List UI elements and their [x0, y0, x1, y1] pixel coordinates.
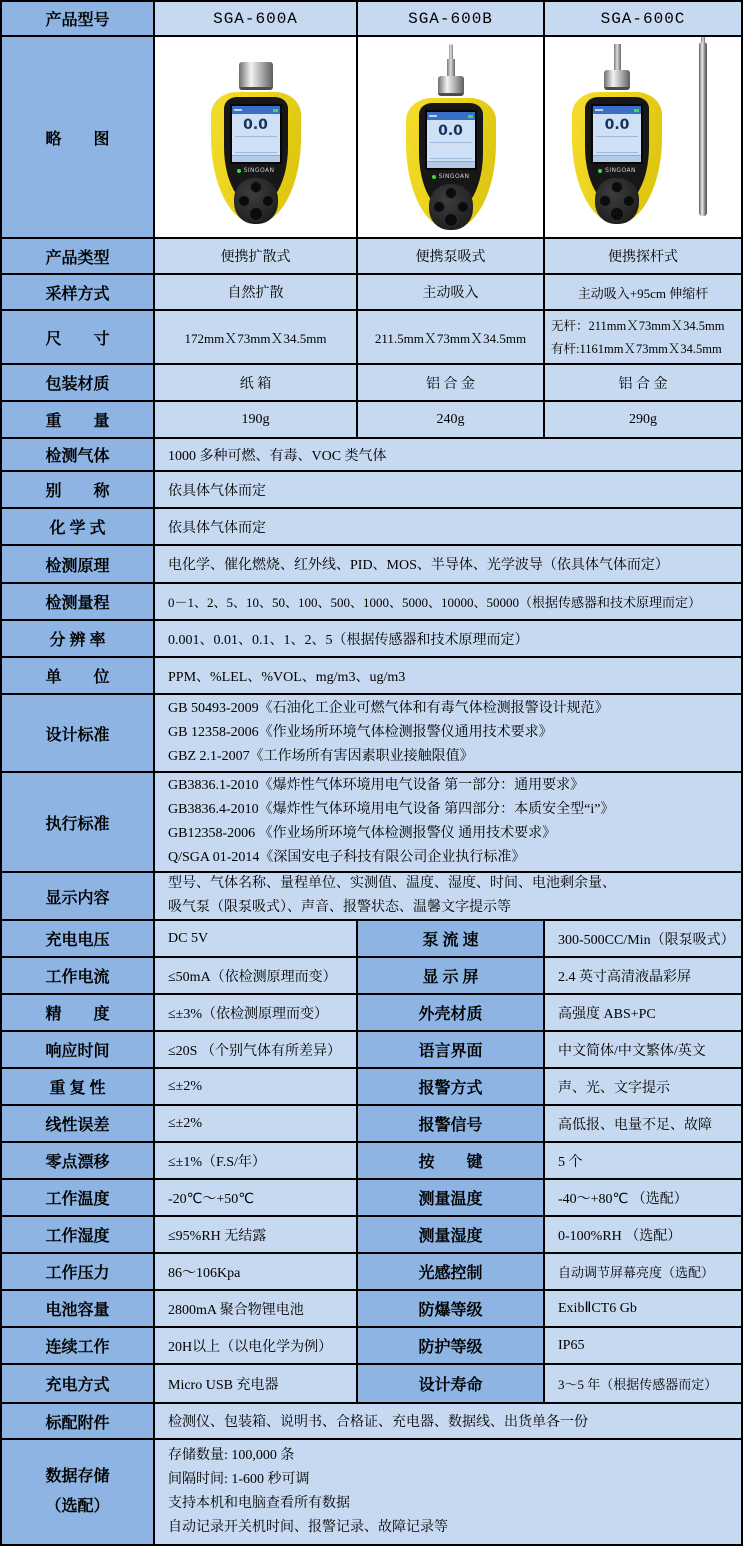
- device-body: [406, 98, 496, 230]
- row-label-2: 测量温度: [358, 1180, 545, 1215]
- storage-line: 自动记录开关机时间、报警记录、故障记录等: [168, 1520, 448, 1535]
- row-label: 检测原理: [2, 546, 155, 582]
- spec-row-design-standard: [2, 695, 741, 773]
- dual-row-7: [2, 1180, 741, 1217]
- row-label: 包装材质: [2, 365, 155, 400]
- row-value-2: -40～+80℃ （选配）: [545, 1180, 741, 1215]
- standard-line: Q/SGA 01-2014《深国安电子科技有限公司企业执行标准》: [168, 850, 526, 865]
- spec-row-chemical-formula: [2, 509, 741, 546]
- spec-row-sampling: [2, 275, 741, 311]
- row-label: 重 复 性: [2, 1069, 155, 1104]
- row-label-2: 语言界面: [358, 1032, 545, 1067]
- row-label: 检测量程: [2, 584, 155, 619]
- row-value: ≤50mA（依检测原理而变）: [155, 958, 358, 993]
- dims-line-with-rod: 有杆:1161mmＸ73mmＸ34.5mm: [551, 342, 722, 356]
- row-label: 采样方式: [2, 275, 155, 309]
- value-a: 纸 箱: [155, 365, 358, 400]
- value-a: 172mmＸ73mmＸ34.5mm: [155, 311, 358, 363]
- content-line: 吸气泵（限泵吸式）、声音、报警状态、温馨文字提示等: [168, 900, 511, 915]
- standard-line: GB 12358-2006《作业场所环境气体检测报警仪通用技术要求》: [168, 725, 553, 740]
- row-label: 检测气体: [2, 439, 155, 470]
- storage-line: 存储数量: 100,000 条: [168, 1448, 295, 1463]
- spec-row-dimensions: [2, 311, 741, 365]
- row-label: 重 量: [2, 402, 155, 437]
- probe-rod: [614, 44, 621, 70]
- row-label-2: 报警信号: [358, 1106, 545, 1141]
- row-label: 零点漂移: [2, 1143, 155, 1178]
- storage-line: 间隔时间: 1-600 秒可调: [168, 1472, 310, 1487]
- keypad: [429, 184, 473, 230]
- row-value: ≤±3%（依检测原理而变）: [155, 995, 358, 1030]
- row-label: 设计标准: [2, 695, 155, 771]
- value-b: 240g: [358, 402, 545, 437]
- device-illustration-b: [376, 38, 526, 236]
- row-value: 2800mA 聚合物锂电池: [155, 1291, 358, 1326]
- row-label-2: 显 示 屏: [358, 958, 545, 993]
- header-row: [2, 2, 741, 37]
- device-screen: [591, 104, 643, 164]
- spec-row-unit: [2, 658, 741, 695]
- standard-line: GB3836.1-2010《爆炸性气体环境用电气设备 第一部分：通用要求》: [168, 778, 585, 793]
- telescopic-rod: [699, 42, 707, 216]
- value-c: 铝 合 金: [545, 365, 741, 400]
- device-panel: [224, 97, 288, 207]
- spec-row-detect-gas: [2, 439, 741, 472]
- standard-line: GB12358-2006 《作业场所环境气体检测报警仪 通用技术要求》: [168, 826, 557, 841]
- row-label: 充电方式: [2, 1365, 155, 1402]
- storage-label-line1: 数据存储: [45, 1467, 110, 1485]
- row-label-2: 按 键: [358, 1143, 545, 1178]
- device-body: [572, 92, 662, 224]
- row-label-2: 报警方式: [358, 1069, 545, 1104]
- sensor-cap: [438, 76, 464, 96]
- spec-row-range: [2, 584, 741, 621]
- row-label-product-model: 产品型号: [2, 2, 155, 35]
- keypad: [595, 178, 639, 224]
- row-value-2: 中文简体/中文繁体/英文: [545, 1032, 741, 1067]
- row-value: 1000 多种可燃、有毒、VOC 类气体: [155, 439, 741, 470]
- led-indicator: [432, 175, 436, 179]
- row-value: PPM、%LEL、%VOL、mg/m3、ug/m3: [155, 658, 741, 693]
- value-a: 190g: [155, 402, 358, 437]
- dual-row-5: [2, 1106, 741, 1143]
- led-indicator: [237, 169, 241, 173]
- brand-label: SINGOAN: [438, 173, 470, 180]
- row-value: [155, 873, 741, 919]
- row-value: 0.001、0.01、0.1、1、2、5（根据传感器和技术原理而定）: [155, 621, 741, 656]
- row-value-2: 高强度 ABS+PC: [545, 995, 741, 1030]
- model-name-sga600c: SGA-600C: [545, 2, 741, 35]
- value-c: [545, 311, 741, 363]
- dual-row-2: [2, 995, 741, 1032]
- row-value-2: 2.4 英寸高清液晶彩屏: [545, 958, 741, 993]
- row-value: 电化学、催化燃烧、红外线、PID、MOS、半导体、光学波导（依具体气体而定）: [155, 546, 741, 582]
- row-label-2: 防护等级: [358, 1328, 545, 1363]
- spec-row-exec-standard: [2, 773, 741, 873]
- row-value-2: 5 个: [545, 1143, 741, 1178]
- spec-row-alias: [2, 472, 741, 509]
- device-screen: [425, 110, 477, 170]
- row-label: 连续工作: [2, 1328, 155, 1363]
- value-b: 主动吸入: [358, 275, 545, 309]
- spec-row-resolution: [2, 621, 741, 658]
- row-label: 别 称: [2, 472, 155, 507]
- row-label: 单 位: [2, 658, 155, 693]
- row-value-2: ExibⅡCT6 Gb: [545, 1291, 741, 1326]
- device-illustration-a: [181, 38, 331, 236]
- spec-row-display-content: [2, 873, 741, 921]
- row-label-sketch: 略 图: [2, 37, 155, 237]
- row-label: 充电电压: [2, 921, 155, 956]
- dual-row-1: [2, 958, 741, 995]
- sensor-cap: [239, 62, 273, 90]
- screen-reading: 0.0: [438, 123, 463, 139]
- row-value: ≤20S （个别气体有所差异）: [155, 1032, 358, 1067]
- product-photo-sga600b: [358, 37, 545, 237]
- row-value: 检测仪、包装箱、说明书、合格证、充电器、数据线、出货单各一份: [155, 1404, 741, 1438]
- product-photo-sga600c: [545, 37, 741, 237]
- value-c: 主动吸入+95cm 伸缩杆: [545, 275, 741, 309]
- row-value: -20℃～+50℃: [155, 1180, 358, 1215]
- spec-row-product-type: [2, 239, 741, 275]
- dual-row-6: [2, 1143, 741, 1180]
- row-label: 精 度: [2, 995, 155, 1030]
- row-value-2: 300-500CC/Min（限泵吸式）: [545, 921, 741, 956]
- row-value: [155, 695, 741, 771]
- sketch-row: [2, 37, 741, 239]
- row-label: 工作电流: [2, 958, 155, 993]
- dual-row-9: [2, 1254, 741, 1291]
- row-label-2: 设计寿命: [358, 1365, 545, 1402]
- row-label: 显示内容: [2, 873, 155, 919]
- row-value: 依具体气体而定: [155, 472, 741, 507]
- row-label: 电池容量: [2, 1291, 155, 1326]
- content-line: 型号、气体名称、量程单位、实测值、温度、湿度、时间、电池剩余量、: [168, 876, 616, 891]
- led-indicator: [598, 169, 602, 173]
- spec-row-data-storage: [2, 1440, 741, 1544]
- screen-reading: 0.0: [243, 117, 268, 133]
- sensor-cap: [604, 70, 630, 90]
- row-label: 执行标准: [2, 773, 155, 871]
- standard-line: GB 50493-2009《石油化工企业可燃气体和有毒气体检测报警设计规范》: [168, 701, 609, 716]
- row-label-2: 外壳材质: [358, 995, 545, 1030]
- row-value: [155, 773, 741, 871]
- row-value: DC 5V: [155, 921, 358, 956]
- row-value-2: IP65: [545, 1328, 741, 1363]
- standard-line: GB3836.4-2010《爆炸性气体环境用电气设备 第四部分：本质安全型“i”》: [168, 802, 615, 817]
- device-body: [211, 92, 301, 224]
- dual-row-8: [2, 1217, 741, 1254]
- row-label: 标配附件: [2, 1404, 155, 1438]
- row-label: 工作湿度: [2, 1217, 155, 1252]
- brand-label: SINGOAN: [605, 167, 636, 174]
- row-value-2: 3～5 年（根据传感器而定）: [545, 1365, 741, 1402]
- dual-row-11: [2, 1328, 741, 1365]
- row-value-2: 0-100%RH （选配）: [545, 1217, 741, 1252]
- row-label-2: 泵 流 速: [358, 921, 545, 956]
- battery-icon: [634, 109, 639, 112]
- row-value-2: 自动调节屏幕亮度（选配）: [545, 1254, 741, 1289]
- storage-label-line2: （选配）: [45, 1498, 110, 1515]
- row-label-2: 光感控制: [358, 1254, 545, 1289]
- spec-row-weight: [2, 402, 741, 439]
- row-label: 线性误差: [2, 1106, 155, 1141]
- probe-tip: [449, 44, 453, 59]
- model-name-sga600b: SGA-600B: [358, 2, 545, 35]
- row-label: 分 辨 率: [2, 621, 155, 656]
- row-value: 86～106Kpa: [155, 1254, 358, 1289]
- row-value: 20H以上（以电化学为例）: [155, 1328, 358, 1363]
- row-label: 尺 寸: [2, 311, 155, 363]
- dims-line-no-rod: 无杆：211mmＸ73mmＸ34.5mm: [551, 319, 725, 333]
- spec-row-packaging: [2, 365, 741, 402]
- spec-row-principle: [2, 546, 741, 584]
- value-b: 211.5mmＸ73mmＸ34.5mm: [358, 311, 545, 363]
- dual-row-3: [2, 1032, 741, 1069]
- row-label-2: 测量湿度: [358, 1217, 545, 1252]
- row-label: 响应时间: [2, 1032, 155, 1067]
- row-value: ≤±1%（F.S/年）: [155, 1143, 358, 1178]
- storage-line: 支持本机和电脑查看所有数据: [168, 1496, 350, 1511]
- row-value: ≤±2%: [155, 1069, 358, 1104]
- device-screen: [230, 104, 282, 164]
- value-a: 自然扩散: [155, 275, 358, 309]
- row-value-2: 高低报、电量不足、故障: [545, 1106, 741, 1141]
- row-label-2: 防爆等级: [358, 1291, 545, 1326]
- row-value-2: 声、光、文字提示: [545, 1069, 741, 1104]
- value-c: 便携探杆式: [545, 239, 741, 273]
- row-label: 化 学 式: [2, 509, 155, 544]
- row-value: 依具体气体而定: [155, 509, 741, 544]
- model-name-sga600a: SGA-600A: [155, 2, 358, 35]
- row-value: Micro USB 充电器: [155, 1365, 358, 1402]
- dual-row-12: [2, 1365, 741, 1404]
- dual-row-0: [2, 921, 741, 958]
- value-c: 290g: [545, 402, 741, 437]
- screen-statusbar: [232, 106, 280, 114]
- row-value: ≤±2%: [155, 1106, 358, 1141]
- spec-row-accessories: [2, 1404, 741, 1440]
- row-label: 工作温度: [2, 1180, 155, 1215]
- brand-label: SINGOAN: [243, 167, 275, 174]
- row-value: ≤95%RH 无结露: [155, 1217, 358, 1252]
- dual-row-10: [2, 1291, 741, 1328]
- screen-reading: 0.0: [604, 117, 630, 133]
- battery-icon: [468, 115, 473, 118]
- row-label: 产品类型: [2, 239, 155, 273]
- row-value: [155, 1440, 741, 1544]
- row-value: 0－1、2、5、10、50、100、500、1000、5000、10000、50000（根据传感器和技术原理而定）: [155, 584, 741, 619]
- device-illustration-c: [563, 38, 713, 236]
- row-label: [2, 1440, 155, 1544]
- dual-row-4: [2, 1069, 741, 1106]
- battery-icon: [273, 109, 278, 112]
- probe-rod: [447, 59, 455, 76]
- standard-line: GBZ 2.1-2007《工作场所有害因素职业接触限值》: [168, 749, 474, 764]
- value-b: 铝 合 金: [358, 365, 545, 400]
- value-a: 便携扩散式: [155, 239, 358, 273]
- keypad: [234, 178, 278, 224]
- product-photo-sga600a: [155, 37, 358, 237]
- row-label: 工作压力: [2, 1254, 155, 1289]
- value-b: 便携泵吸式: [358, 239, 545, 273]
